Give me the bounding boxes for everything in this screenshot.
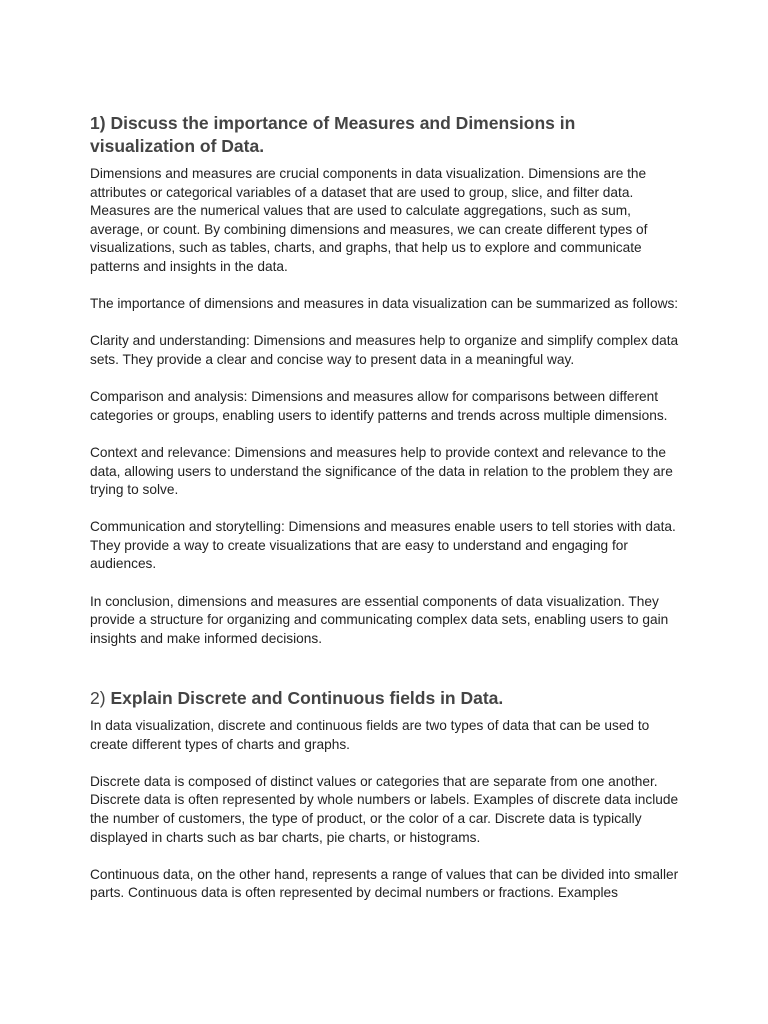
section-2-heading — [90, 687, 680, 710]
paragraph: Clarity and understanding: Dimensions and measures help to organize and simplify complex data sets. They provide a clear and concise way to present data in a meaningful way. — [90, 333, 679, 367]
document-page — [90, 112, 680, 922]
paragraph: Dimensions and measures are crucial components in data visualization. Dimensions are the attributes or categorical variables of a dataset that are used to group, slice, and filter data. Measures are the numerical values that are used to calculate aggregations, such as sum, average, or count. By combining dimensions and measures, we can create different types of visualizations, such as tables, charts, and graphs, that help us to explore and communicate patterns and insights in the data. — [90, 166, 648, 274]
paragraph: In conclusion, dimensions and measures are essential components of data visualization. They provide a structure for organizing and communicating complex data sets, enabling users to gain insights and make informed decisions. — [90, 593, 669, 646]
section-2-number: 2) — [90, 688, 106, 709]
section-2-title: Explain Discrete and Continuous fields in Data. — [110, 688, 504, 709]
paragraph: In data visualization, discrete and continuous fields are two types of data that can be used to create different types of charts and graphs. — [90, 718, 650, 752]
section-1-title: Discuss the importance of Measures and Dimensions in visualization of Data. — [90, 113, 576, 156]
paragraph: Discrete data is composed of distinct values or categories that are separate from one another. Discrete data is often represented by whole numbers or labels. Examples of discrete data include the number of customers, the type of product, or the color of a car. Discrete data is typically displayed in charts such as bar charts, pie charts, or histograms. — [90, 773, 679, 845]
paragraph: The importance of dimensions and measures in data visualization can be summarized as follows: — [90, 296, 679, 312]
paragraph: Comparison and analysis: Dimensions and measures allow for comparisons between different categories or groups, enabling users to identify patterns and trends across multiple dimensions. — [90, 389, 668, 423]
section-spacer — [90, 667, 680, 687]
paragraph: Context and relevance: Dimensions and measures help to provide context and relevance to the data, allowing users to understand the significance of the data in relation to the problem they are trying to solve. — [90, 444, 673, 498]
section-1-number: 1) — [90, 113, 106, 133]
paragraph: Communication and storytelling: Dimensions and measures enable users to tell stories with data. They provide a way to create visualizations that are easy to understand and engaging for audiences. — [90, 519, 676, 572]
section-1-heading — [90, 112, 680, 158]
paragraph: Continuous data, on the other hand, represents a range of values that can be divided into smaller parts. Continuous data is often represented by decimal numbers or fractions. Examples — [90, 866, 679, 901]
